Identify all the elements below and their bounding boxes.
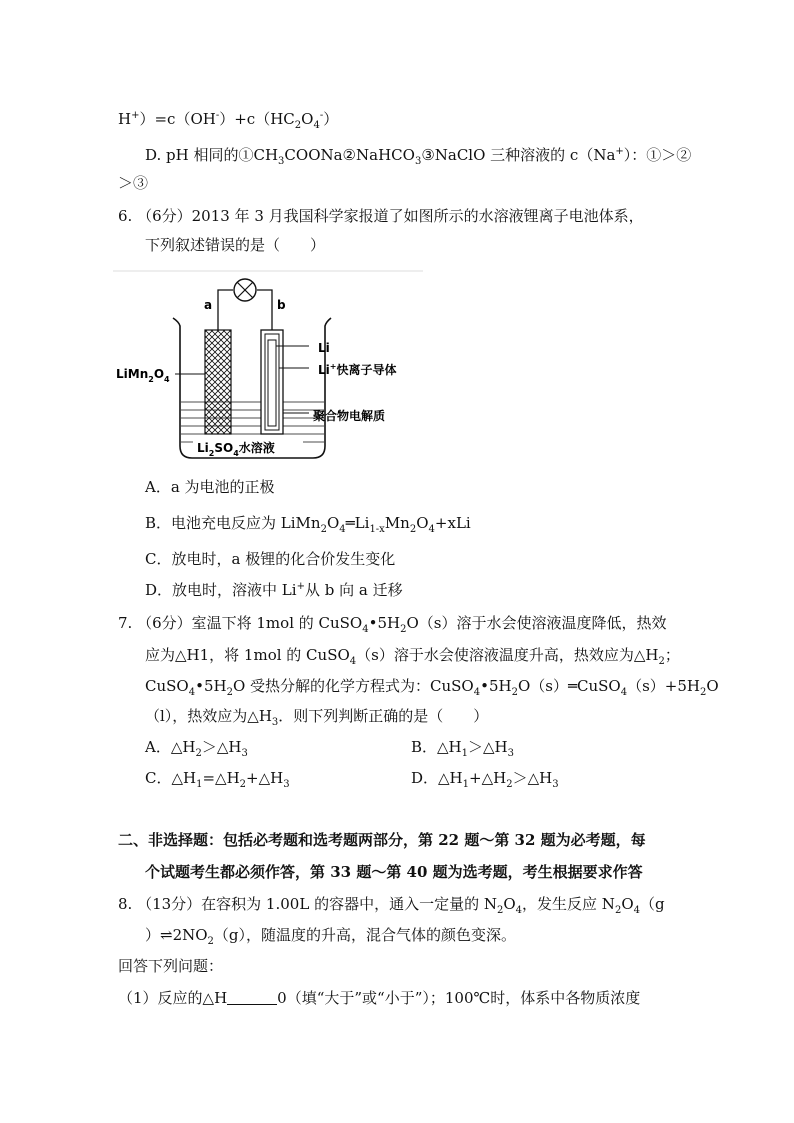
q7-option-b: B．$\triangle H_1>\triangle H_3$ <box>411 738 515 759</box>
q6-stem: 6. （6分）2013 年 3 月我国科学家报道了如图所示的水溶液锂离子电池体系， <box>118 207 644 225</box>
q7-stem-4: （l），热效应为$\triangle H_3$．则下列判断正确的是（ ） <box>145 707 489 728</box>
label-a: a <box>204 298 213 312</box>
q5-option-d-cont: ＞③ <box>118 174 149 192</box>
q7-option-c: C．$\triangle H_1=\triangle H_2+\triangle H_3$ <box>145 769 290 790</box>
label-electrolyte: 聚合物电解质 <box>313 409 386 423</box>
label-b: b <box>277 298 286 312</box>
label-conductor: Li+快离子导体 <box>318 362 397 377</box>
q7-stem-2: 应为△H1，将 1mol 的 CuSO$_4$（s）溶于水会使溶液温度升高，热效应为$\triangle H_2$； <box>145 646 680 667</box>
q8-instruction: 回答下列问题： <box>118 957 224 975</box>
answer-blank[interactable] <box>227 990 277 1005</box>
lamp-icon <box>234 279 256 301</box>
q7-option-a: A．$\triangle H_2>\triangle H_3$ <box>145 738 248 759</box>
q5-cont-line: $H^+)=c(OH^-)+c(HC_2O_4^-)$ <box>118 110 339 131</box>
label-limn2o4: $LiMn_2O_4$ <box>116 367 170 384</box>
section-2-heading-cont: 个试题考生都必须作答，第 33 题～第 40 题为选考题，考生根据要求作答 <box>145 863 643 881</box>
q6-option-d: D．放电时，溶液中 Li+从 b 向 a 迁移 <box>145 581 403 599</box>
q7-option-d: D．$\triangle H_1+\triangle H_2>\triangle H_3$ <box>411 769 559 790</box>
section-2-heading: 二、非选择题：包括必考题和选考题两部分，第 22 题～第 32 题为必考题，每 <box>118 831 646 849</box>
q6-option-b: B．电池充电反应为 $LiMn_2O_4═Li_{1-x}Mn_2O_4+xLi$ <box>145 514 471 535</box>
battery-diagram <box>113 268 433 468</box>
q8-stem-2: ）$\rightleftharpoons 2NO_2(g)$，随温度的升高，混合气体的颜色变深。 <box>145 926 517 947</box>
q7-stem-1: 7. （6分）室温下将 1mol 的 $CuSO_4•5H_2O(s)$溶于水会使溶液温度降低，热效 <box>118 614 667 635</box>
q5-option-d: D. pH 相同的$①CH_3COONa②NaHCO_3③NaClO$ 三种溶液的 c（Na+）：①＞② <box>145 146 692 167</box>
label-solution: $Li_2SO_4$水溶液 <box>197 441 275 458</box>
q8-stem-1: 8. （13分）在容积为 1.00L 的容器中，通入一定量的 $N_2O_4$，发生反应 $N_2O_4(g$ <box>118 895 665 916</box>
q6-option-c: C．放电时，a 极锂的化合价发生变化 <box>145 550 396 568</box>
q6-stem-cont: 下列叙述错误的是（ ） <box>145 236 326 254</box>
q8-part-1: （1）反应的△H 0（填“大于”或“小于”）；100℃时，体系中各物质浓度 <box>118 989 641 1007</box>
label-li: Li <box>318 341 330 355</box>
q6-option-a: A．a 为电池的正极 <box>145 478 275 496</box>
q7-stem-3: $CuSO_4•5H_2O$ 受热分解的化学方程式为：$CuSO_4•5H_2O(s)═CuSO_4(s)+5H_2O$ <box>145 677 719 698</box>
